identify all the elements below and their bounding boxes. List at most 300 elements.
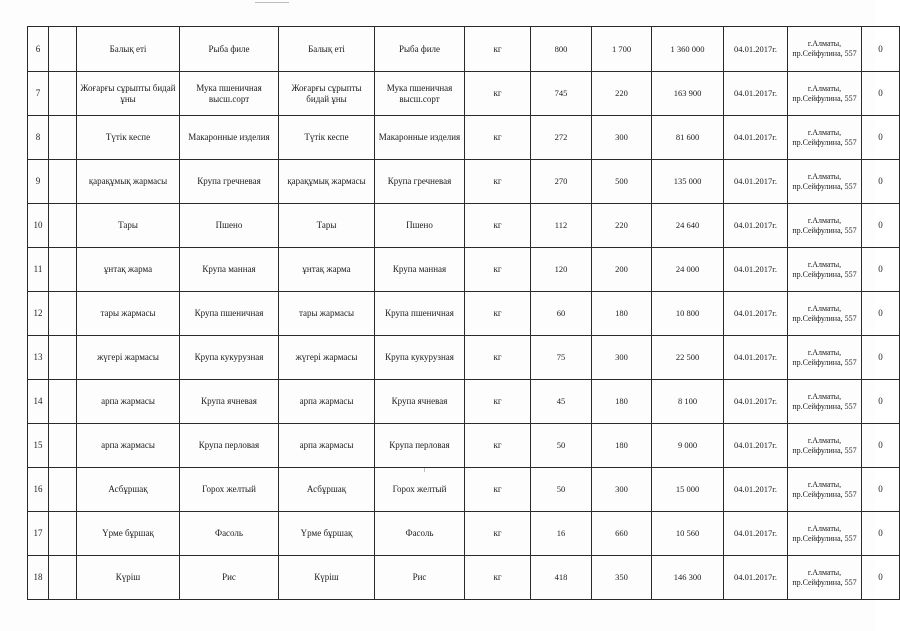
- product-name-ru-second: [375, 424, 465, 468]
- cell-text-name_kz2: Жоғарғы сұрыпты бидай ұны: [291, 82, 362, 104]
- price-cell: [592, 72, 652, 116]
- blank-cell: [49, 380, 77, 424]
- sum-cell: [652, 72, 724, 116]
- product-name-ru-second: [375, 512, 465, 556]
- unit-cell: [465, 336, 531, 380]
- blank-cell: [49, 160, 77, 204]
- table-row: [28, 292, 900, 336]
- row-number: [28, 116, 49, 160]
- address-cell: [788, 424, 862, 468]
- cell-text-name_ru2: Крупа пшеничная: [385, 308, 454, 318]
- price-cell: [592, 204, 652, 248]
- product-name-ru: [180, 556, 279, 600]
- cell-text-unit: кг: [493, 308, 502, 318]
- address-cell: [788, 160, 862, 204]
- cell-text-name_kz2: Күріш: [314, 572, 339, 582]
- date-cell: [724, 160, 788, 204]
- cell-text-unit: кг: [493, 572, 502, 582]
- cell-text-last: 0: [878, 220, 883, 230]
- cell-text-name_ru: Крупа гречневая: [197, 176, 261, 186]
- last-value-cell: [862, 27, 900, 72]
- cell-text-unit: кг: [493, 43, 502, 54]
- cell-text-price: 200: [615, 264, 628, 274]
- cell-text-address: г.Алматы, пр.Сейфулина, 557: [792, 523, 857, 543]
- cell-text-address: г.Алматы, пр.Сейфулина, 557: [792, 479, 857, 499]
- cell-text-address: г.Алматы, пр.Сейфулина, 557: [792, 435, 857, 455]
- last-value-cell: [862, 204, 900, 248]
- cell-text-address: г.Алматы, пр.Сейфулина, 557: [792, 215, 857, 235]
- cell-text-name_ru: Крупа кукурузная: [194, 352, 264, 362]
- cell-text-qty: 16: [556, 528, 566, 538]
- cell-text-qty: 418: [554, 572, 568, 582]
- product-name-ru: [180, 424, 279, 468]
- table-row: [28, 512, 900, 556]
- date-cell: [724, 468, 788, 512]
- cell-text-name_ru: Крупа перловая: [198, 440, 260, 450]
- cell-text-unit: кг: [493, 396, 502, 406]
- cell-text-last: 0: [878, 132, 883, 142]
- cell-text-date: 04.01.2017г.: [734, 484, 777, 494]
- cell-text-qty: 270: [554, 176, 568, 186]
- blank-cell: [49, 424, 77, 468]
- cell-text-date: 04.01.2017г.: [734, 264, 777, 274]
- cell-text-sum: 135 000: [673, 176, 702, 186]
- unit-cell: [465, 204, 531, 248]
- cell-text-last: 0: [878, 396, 883, 406]
- cell-text-last: 0: [878, 308, 883, 318]
- address-cell: [788, 380, 862, 424]
- unit-cell: [465, 512, 531, 556]
- cell-text-qty: 800: [554, 43, 568, 54]
- unit-cell: [465, 27, 531, 72]
- cell-text-name_kz: тары жармасы: [100, 308, 156, 318]
- cell-text-name_ru2: Крупа кукурузная: [385, 352, 454, 362]
- product-name-ru: [180, 204, 279, 248]
- product-name-kz: [77, 468, 180, 512]
- cell-text-name_kz: Күріш: [115, 572, 141, 582]
- product-name-kz-second: [279, 380, 375, 424]
- product-name-ru-second: [375, 556, 465, 600]
- cell-text-unit: кг: [493, 528, 502, 538]
- cell-text-name_kz2: Балық еті: [308, 43, 345, 54]
- cell-text-name_ru: Крупа ячневая: [201, 396, 257, 406]
- cell-text-address: г.Алматы, пр.Сейфулина, 557: [792, 347, 857, 367]
- cell-text-qty: 745: [554, 88, 568, 98]
- cell-text-last: 0: [878, 528, 883, 538]
- quantity-cell: [531, 336, 592, 380]
- cell-text-sum: 8 100: [677, 396, 698, 406]
- date-cell: [724, 512, 788, 556]
- cell-text-date: 04.01.2017г.: [734, 528, 777, 538]
- product-name-kz-second: [279, 556, 375, 600]
- cell-text-last: 0: [878, 484, 883, 494]
- quantity-cell: [531, 556, 592, 600]
- cell-text-price: 500: [615, 176, 628, 186]
- cell-text-name_ru: Мука пшеничная высш.сорт: [196, 82, 262, 104]
- last-value-cell: [862, 512, 900, 556]
- price-cell: [592, 424, 652, 468]
- product-name-ru: [180, 248, 279, 292]
- cell-text-qty: 120: [554, 264, 568, 274]
- product-name-kz-second: [279, 336, 375, 380]
- cell-text-qty: 112: [554, 220, 568, 230]
- blank-cell: [49, 556, 77, 600]
- price-cell: [592, 292, 652, 336]
- table-row: [28, 72, 900, 116]
- quantity-cell: [531, 512, 592, 556]
- product-name-ru: [180, 27, 279, 72]
- price-cell: [592, 160, 652, 204]
- address-cell: [788, 336, 862, 380]
- table-row: [28, 336, 900, 380]
- cell-text-name_kz2: қарақұмық жармасы: [287, 176, 366, 186]
- last-value-cell: [862, 556, 900, 600]
- cell-text-name_ru: Рис: [222, 572, 236, 582]
- cell-text-date: 04.01.2017г.: [734, 396, 777, 406]
- sum-cell: [652, 27, 724, 72]
- cell-text-name_ru: Пшено: [215, 220, 243, 230]
- price-cell: [592, 116, 652, 160]
- cell-text-unit: кг: [493, 264, 502, 274]
- sum-cell: [652, 380, 724, 424]
- cell-text-name_ru: Фасоль: [214, 528, 244, 538]
- date-cell: [724, 27, 788, 72]
- address-cell: [788, 248, 862, 292]
- cell-text-address: г.Алматы, пр.Сейфулина, 557: [792, 567, 857, 587]
- cell-text-address: г.Алматы, пр.Сейфулина, 557: [792, 127, 857, 147]
- cell-text-sum: 10 560: [675, 528, 700, 538]
- last-value-cell: [862, 160, 900, 204]
- cell-text-no: 9: [35, 176, 41, 186]
- cell-text-no: 15: [33, 440, 43, 450]
- quantity-cell: [531, 160, 592, 204]
- row-number: [28, 292, 49, 336]
- cell-text-sum: 9 000: [677, 440, 698, 450]
- product-name-kz: [77, 512, 180, 556]
- cell-text-name_kz: Асбұршақ: [108, 484, 148, 494]
- last-value-cell: [862, 468, 900, 512]
- sum-cell: [652, 292, 724, 336]
- blank-cell: [49, 512, 77, 556]
- row-number: [28, 424, 49, 468]
- product-name-ru: [180, 336, 279, 380]
- product-name-kz: [77, 380, 180, 424]
- unit-cell: [465, 160, 531, 204]
- product-name-kz: [77, 72, 180, 116]
- cell-text-address: г.Алматы, пр.Сейфулина, 557: [792, 391, 857, 411]
- date-cell: [724, 292, 788, 336]
- product-name-ru-second: [375, 292, 465, 336]
- cell-text-last: 0: [878, 176, 883, 186]
- cell-text-date: 04.01.2017г.: [734, 176, 777, 186]
- product-name-ru: [180, 72, 279, 116]
- cell-text-date: 04.01.2017г.: [734, 352, 777, 362]
- product-name-ru-second: [375, 116, 465, 160]
- product-name-ru: [180, 512, 279, 556]
- product-name-kz-second: [279, 204, 375, 248]
- cell-text-name_ru2: Горох желтый: [392, 484, 447, 494]
- price-cell: [592, 468, 652, 512]
- cell-text-name_ru2: Макаронные изделия: [378, 132, 461, 142]
- cell-text-no: 12: [33, 308, 43, 318]
- product-name-ru-second: [375, 160, 465, 204]
- cell-text-no: 17: [33, 528, 43, 538]
- unit-cell: [465, 116, 531, 160]
- cell-text-name_ru: Крупа пшеничная: [194, 308, 264, 318]
- cell-text-price: 300: [615, 352, 628, 362]
- cell-text-name_ru2: Пшено: [406, 220, 433, 230]
- product-name-ru: [180, 292, 279, 336]
- cell-text-last: 0: [878, 264, 883, 274]
- cell-text-unit: кг: [493, 352, 502, 362]
- sum-cell: [652, 116, 724, 160]
- cell-text-sum: 24 000: [675, 264, 700, 274]
- cell-text-name_kz: Үрме бұршақ: [102, 528, 154, 538]
- cell-text-price: 180: [615, 440, 628, 450]
- cell-text-name_kz: Балық еті: [109, 43, 147, 54]
- cell-text-address: г.Алматы, пр.Сейфулина, 557: [792, 39, 857, 58]
- cell-text-no: 11: [33, 264, 43, 274]
- cell-text-name_kz2: жүгері жармасы: [295, 352, 358, 362]
- cell-text-date: 04.01.2017г.: [734, 88, 777, 98]
- address-cell: [788, 116, 862, 160]
- last-value-cell: [862, 336, 900, 380]
- cell-text-price: 300: [615, 484, 628, 494]
- cell-text-no: 8: [35, 132, 41, 142]
- sum-cell: [652, 512, 724, 556]
- product-name-ru: [180, 160, 279, 204]
- product-name-kz: [77, 160, 180, 204]
- cell-text-name_ru: Рыба филе: [208, 43, 250, 54]
- table-row: [28, 468, 900, 512]
- cell-text-qty: 75: [556, 352, 566, 362]
- quantity-cell: [531, 116, 592, 160]
- cell-text-address: г.Алматы, пр.Сейфулина, 557: [792, 259, 857, 279]
- cell-text-last: 0: [878, 88, 883, 98]
- table-row: [28, 424, 900, 468]
- product-name-ru: [180, 380, 279, 424]
- cell-text-name_kz: Тары: [118, 220, 138, 230]
- cell-text-name_kz2: Түтік кеспе: [304, 132, 349, 142]
- cell-text-name_kz2: арпа жармасы: [299, 396, 354, 406]
- product-name-ru-second: [375, 204, 465, 248]
- scan-speck: [255, 2, 289, 3]
- product-name-ru-second: [375, 72, 465, 116]
- cell-text-price: 300: [615, 132, 628, 142]
- last-value-cell: [862, 248, 900, 292]
- cell-text-price: 220: [615, 88, 628, 98]
- table-row: [28, 116, 900, 160]
- quantity-cell: [531, 292, 592, 336]
- quantity-cell: [531, 380, 592, 424]
- cell-text-date: 04.01.2017г.: [734, 132, 777, 142]
- unit-cell: [465, 424, 531, 468]
- cell-text-sum: 146 300: [673, 572, 702, 582]
- cell-text-name_ru2: Крупа ячневая: [391, 396, 448, 406]
- product-name-kz-second: [279, 512, 375, 556]
- product-name-ru-second: [375, 336, 465, 380]
- row-number: [28, 248, 49, 292]
- cell-text-sum: 15 000: [675, 484, 700, 494]
- procurement-table: [27, 26, 900, 600]
- cell-text-unit: кг: [493, 176, 502, 186]
- table-row: [28, 556, 900, 600]
- cell-text-qty: 50: [556, 484, 566, 494]
- row-number: [28, 512, 49, 556]
- cell-text-sum: 22 500: [675, 352, 700, 362]
- cell-text-name_kz2: ұнтақ жарма: [302, 264, 351, 274]
- blank-cell: [49, 116, 77, 160]
- unit-cell: [465, 556, 531, 600]
- unit-cell: [465, 248, 531, 292]
- sum-cell: [652, 204, 724, 248]
- row-number: [28, 27, 49, 72]
- price-cell: [592, 248, 652, 292]
- date-cell: [724, 556, 788, 600]
- last-value-cell: [862, 380, 900, 424]
- table-row: [28, 380, 900, 424]
- address-cell: [788, 27, 862, 72]
- cell-text-date: 04.01.2017г.: [734, 308, 777, 318]
- cell-text-name_kz: Түтік кеспе: [105, 132, 151, 142]
- cell-text-price: 180: [615, 396, 628, 406]
- address-cell: [788, 556, 862, 600]
- cell-text-no: 13: [33, 352, 43, 362]
- cell-text-last: 0: [878, 352, 883, 362]
- product-name-kz-second: [279, 424, 375, 468]
- blank-cell: [49, 204, 77, 248]
- row-number: [28, 336, 49, 380]
- cell-text-name_kz2: тары жармасы: [298, 308, 355, 318]
- row-number: [28, 72, 49, 116]
- cell-text-name_kz: Жоғарғы сұрыпты бидай ұны: [80, 82, 176, 104]
- address-cell: [788, 72, 862, 116]
- product-name-kz-second: [279, 160, 375, 204]
- cell-text-last: 0: [878, 440, 883, 450]
- cell-text-name_ru2: Мука пшеничная высш.сорт: [386, 82, 453, 104]
- unit-cell: [465, 292, 531, 336]
- last-value-cell: [862, 292, 900, 336]
- cell-text-name_kz: арпа жармасы: [101, 440, 155, 450]
- cell-text-address: г.Алматы, пр.Сейфулина, 557: [792, 171, 857, 191]
- row-number: [28, 468, 49, 512]
- product-name-kz: [77, 248, 180, 292]
- quantity-cell: [531, 72, 592, 116]
- date-cell: [724, 72, 788, 116]
- row-number: [28, 380, 49, 424]
- cell-text-unit: кг: [493, 484, 502, 494]
- cell-text-sum: 24 640: [675, 220, 700, 230]
- product-name-kz-second: [279, 116, 375, 160]
- price-cell: [592, 336, 652, 380]
- quantity-cell: [531, 468, 592, 512]
- cell-text-no: 18: [33, 572, 43, 582]
- unit-cell: [465, 72, 531, 116]
- cell-text-last: 0: [878, 43, 883, 54]
- cell-text-name_kz: жүгері жармасы: [97, 352, 159, 362]
- product-name-kz: [77, 116, 180, 160]
- product-name-kz-second: [279, 248, 375, 292]
- cell-text-name_ru2: Крупа гречневая: [387, 176, 452, 186]
- address-cell: [788, 468, 862, 512]
- cell-text-name_ru: Макаронные изделия: [188, 132, 270, 142]
- cell-text-sum: 81 600: [675, 132, 700, 142]
- cell-text-price: 350: [615, 572, 628, 582]
- cell-text-sum: 1 360 000: [670, 43, 705, 54]
- product-name-ru-second: [375, 468, 465, 512]
- cell-text-unit: кг: [493, 440, 502, 450]
- product-name-kz: [77, 556, 180, 600]
- date-cell: [724, 116, 788, 160]
- cell-text-name_kz: арпа жармасы: [101, 396, 155, 406]
- cell-text-unit: кг: [493, 88, 502, 98]
- cell-text-qty: 50: [556, 440, 566, 450]
- cell-text-no: 14: [33, 396, 43, 406]
- product-name-kz: [77, 336, 180, 380]
- product-name-kz: [77, 424, 180, 468]
- sum-cell: [652, 248, 724, 292]
- unit-cell: [465, 380, 531, 424]
- cell-text-last: 0: [878, 572, 883, 582]
- product-name-kz-second: [279, 468, 375, 512]
- cell-text-date: 04.01.2017г.: [734, 440, 777, 450]
- table-body: [28, 27, 900, 600]
- product-name-ru: [180, 116, 279, 160]
- quantity-cell: [531, 27, 592, 72]
- product-name-kz-second: [279, 27, 375, 72]
- quantity-cell: [531, 424, 592, 468]
- row-number: [28, 556, 49, 600]
- product-name-ru-second: [375, 27, 465, 72]
- product-name-kz: [77, 27, 180, 72]
- cell-text-name_ru2: Крупа манная: [392, 264, 447, 274]
- blank-cell: [49, 336, 77, 380]
- last-value-cell: [862, 72, 900, 116]
- price-cell: [592, 380, 652, 424]
- table-row: [28, 160, 900, 204]
- cell-text-price: 660: [615, 528, 628, 538]
- cell-text-date: 04.01.2017г.: [734, 43, 777, 54]
- product-name-ru-second: [375, 248, 465, 292]
- product-name-ru-second: [375, 380, 465, 424]
- row-number: [28, 160, 49, 204]
- sum-cell: [652, 160, 724, 204]
- cell-text-sum: 10 800: [675, 308, 700, 318]
- cell-text-no: 7: [35, 88, 41, 98]
- cell-text-name_ru: Горох желтый: [202, 484, 256, 494]
- last-value-cell: [862, 424, 900, 468]
- sum-cell: [652, 336, 724, 380]
- cell-text-no: 16: [33, 484, 43, 494]
- unit-cell: [465, 468, 531, 512]
- cell-text-date: 04.01.2017г.: [734, 572, 777, 582]
- address-cell: [788, 204, 862, 248]
- cell-text-unit: кг: [493, 220, 502, 230]
- cell-text-name_ru2: Рис: [412, 572, 427, 582]
- product-name-ru: [180, 468, 279, 512]
- blank-cell: [49, 27, 77, 72]
- cell-text-name_kz: ұнтақ жарма: [103, 264, 153, 274]
- table-row: [28, 248, 900, 292]
- price-cell: [592, 27, 652, 72]
- cell-text-name_kz2: Асбұршақ: [306, 484, 347, 494]
- cell-text-name_ru2: Крупа перловая: [389, 440, 450, 450]
- product-name-kz: [77, 204, 180, 248]
- cell-text-price: 180: [615, 308, 628, 318]
- quantity-cell: [531, 248, 592, 292]
- cell-text-qty: 45: [556, 396, 566, 406]
- product-name-kz-second: [279, 72, 375, 116]
